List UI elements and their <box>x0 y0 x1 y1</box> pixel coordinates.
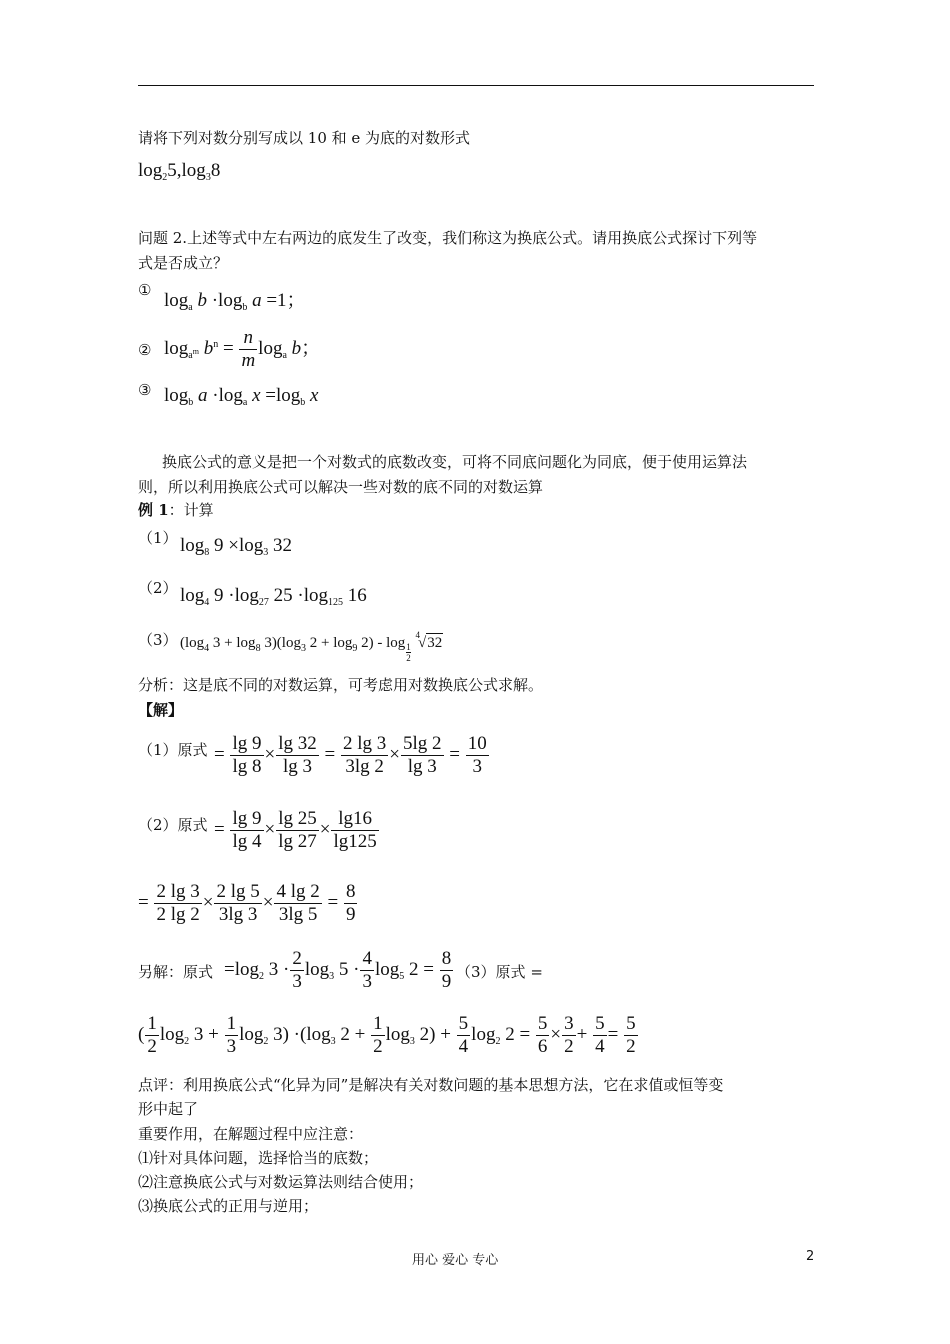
solution-3-formula: ( $\frac{1}{2}$ $\log_2 3$ + $\frac{1}{3}$ $\log_2 3) \cdot(\log_3$ 2 + $\frac{1}{2}$ $\log_3 2$) + $\frac{5}{4}$ $\log_2 2$ = $\frac{5}{6}$ × $\frac{3}{2}$ + $\frac{5}{4}$ = $\frac{5}{2}$ <box>138 1013 636 1057</box>
example-title: ：计算 <box>168 501 214 519</box>
alt-solution-label: 另解：原式 <box>138 963 214 981</box>
example-item-3-formula: ($\log_4$ $3 + \log_8 3)(\log_3$ $2 + \log_9 2) - \log$ $\frac{1}{2}$ $^4$√32 <box>180 630 443 663</box>
comment-point-3: ⑶换底公式的正用与逆用； <box>138 1197 319 1215</box>
identity-1: $\log_a b \cdot\log_b$ a =1； <box>164 290 306 313</box>
page-number: 2 <box>806 1249 815 1264</box>
solution-2-label: （2）原式 <box>138 816 208 834</box>
identity-2: $\log_{a^m} b^n$ = $\frac{n}{m}$ $\log_a b$； <box>164 327 321 371</box>
marker-3: ③ <box>138 381 152 399</box>
alt-solution-formula: $=\log_2$ 3 · $\frac{2}{3}$ $\log_3 5$ · $\frac{4}{3}$ $\log_5 2$ = $\frac{8}{9}$ <box>224 948 452 992</box>
explanation-line-2: 则，所以利用换底公式可以解决一些对数的底不同的对数运算 <box>138 478 544 496</box>
solution-label: 【解】 <box>138 701 184 719</box>
comment-point-1: ⑴针对具体问题，选择恰当的底数； <box>138 1149 379 1167</box>
solution-2-formula: = $\frac{\lg 9}{\lg 4}$ × $\frac{\lg 25}{\lg 27}$ × $\frac{\lg 16}{\lg 125}$ <box>214 808 377 852</box>
example-item-2-label: （2） <box>138 579 178 597</box>
question-2-line-1: 问题 2.上述等式中左右两边的底发生了改变，我们称这为换底公式。请用换底公式探讨下列等 <box>138 229 758 247</box>
comment-line-3: 重要作用，在解题过程中应注意： <box>138 1125 364 1143</box>
formula-log-examples: $\log_25,\log_38$ <box>138 160 221 183</box>
example-heading <box>138 500 214 520</box>
example-label: 例 1 <box>138 501 169 519</box>
marker-1: ① <box>138 281 152 299</box>
question-2-line-2: 式是否成立？ <box>138 254 229 272</box>
analysis-text: 分析：这是底不同的对数运算，可考虑用对数换底公式求解。 <box>138 676 544 694</box>
comment-line-2: 形中起了 <box>138 1100 199 1118</box>
identity-3: $\log_b a \cdot\log_a$ $x =\log_b$ x <box>164 385 319 408</box>
example-item-1-formula: $\log_8 9 \times\log_3$ 32 <box>180 535 293 558</box>
solution-2-continued: = $\frac{2 \lg 3}{2 \lg 2}$ × $\frac{2 \lg 5}{3\lg 3}$ × $\frac{4 \lg 2}{3\lg 5}$ = $\frac{8}{9}$ <box>138 881 356 925</box>
marker-2: ② <box>138 341 152 359</box>
solution-1-label: （1）原式 <box>138 741 208 759</box>
header-rule <box>138 85 814 86</box>
explanation-line-1: 换底公式的意义是把一个对数式的底数改变，可将不同底问题化为同底，便于使用运算法 <box>162 453 748 471</box>
example-item-3-label: （3） <box>138 631 178 649</box>
comment-point-2: ⑵注意换底公式与对数运算法则结合使用； <box>138 1173 424 1191</box>
solution-3-label: （3）原式 = <box>456 963 543 981</box>
example-item-2-formula: $\log_4 9 \cdot\log_{27}$ $25 \cdot\log_{125}$ 16 <box>180 585 367 608</box>
intro-text: 请将下列对数分别写成以 10 和 e 为底的对数形式 <box>138 129 471 147</box>
example-item-1-label: （1） <box>138 529 178 547</box>
solution-1-formula: = $\frac{\lg 9}{\lg 8}$ × $\frac{\lg 32}{\lg 3}$ = $\frac{2 \lg 3}{3\lg 2}$ × $\frac{5\lg 2}{\lg 3}$ = $\frac{10}{3}$ <box>214 733 487 777</box>
comment-line-1: 点评：利用换底公式“化异为同”是解决有关对数问题的基本思想方法，它在求值或恒等变 <box>138 1076 724 1094</box>
footer-text: 用心 爱心 专心 <box>412 1253 499 1268</box>
